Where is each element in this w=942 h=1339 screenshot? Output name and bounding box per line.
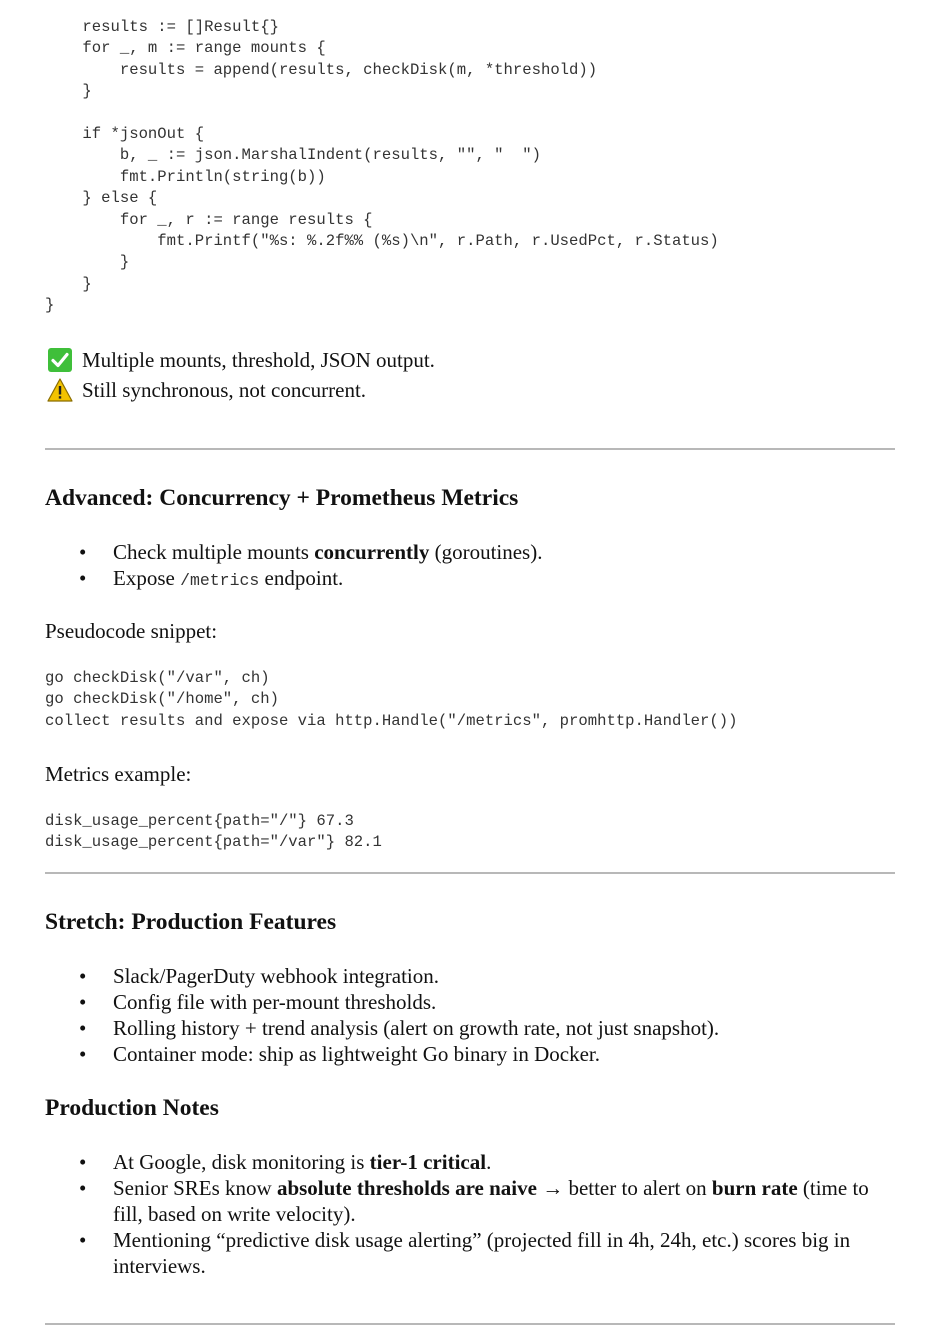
pseudocode-label: Pseudocode snippet: — [45, 619, 218, 643]
bullet-glyph: • — [79, 1150, 87, 1174]
list-item-text: (goroutines). — [429, 540, 543, 564]
code-block-pseudocode — [45, 668, 737, 732]
code-line: results := []Result{} — [45, 18, 279, 36]
code-line: } — [45, 296, 55, 315]
section-divider — [45, 448, 895, 450]
code-line: disk_usage_percent{path="/"} 67.3 — [45, 812, 354, 830]
bullet-glyph: • — [79, 964, 87, 988]
list-item-text: endpoint. — [259, 566, 344, 590]
warning-icon — [47, 377, 73, 403]
section-divider — [45, 1323, 895, 1325]
notes-bullet-list — [45, 1149, 895, 1279]
bullet-glyph: • — [79, 1016, 87, 1040]
status-pros-text: Multiple mounts, threshold, JSON output. — [82, 348, 435, 372]
list-item — [45, 565, 895, 594]
code-line: fmt.Println(string(b)) — [45, 167, 326, 186]
list-item — [45, 1227, 895, 1279]
list-item-bold: burn rate — [711, 1176, 798, 1200]
list-item-text: Container mode: ship as lightweight Go binary in Docker. — [113, 1042, 600, 1066]
status-cons-text: Still synchronous, not concurrent. — [82, 378, 367, 402]
list-item — [45, 1015, 895, 1041]
bullet-glyph: • — [79, 566, 87, 590]
list-item-text: (time to fill, based on write velocity). — [113, 1176, 869, 1226]
code-line: } — [45, 274, 92, 293]
list-item-text: Config file with per-mount thresholds. — [113, 990, 437, 1014]
list-item-text: . — [486, 1150, 492, 1174]
code-line: } — [45, 253, 130, 272]
code-line: collect results and expose via http.Handle("/metrics", promhttp.Handler()) — [45, 711, 738, 730]
inline-code: /metrics — [180, 571, 260, 590]
code-line: if *jsonOut { — [45, 124, 205, 143]
list-item — [45, 1175, 895, 1227]
section-heading-stretch: Stretch: Production Features — [45, 909, 337, 935]
stretch-bullet-list — [45, 963, 895, 1067]
list-item — [45, 1041, 895, 1067]
code-line: disk_usage_percent{path="/var"} 82.1 — [45, 833, 382, 852]
bullet-glyph: • — [79, 1228, 87, 1252]
code-line — [45, 103, 719, 124]
code-line: go checkDisk("/var", ch) — [45, 669, 270, 687]
metrics-label: Metrics example: — [45, 762, 192, 786]
bullet-glyph: • — [79, 1042, 87, 1066]
code-line: fmt.Printf("%s: %.2f%% (%s)\n", r.Path, r.UsedPct, r.Status) — [45, 231, 719, 250]
bullet-glyph: • — [79, 1176, 87, 1200]
list-item-text: At Google, disk monitoring is — [113, 1150, 370, 1174]
list-item-text: Senior SREs know — [113, 1176, 277, 1200]
code-line: for _, r := range results { — [45, 210, 373, 229]
code-line: } else { — [45, 189, 158, 208]
list-item — [45, 963, 895, 989]
code-line: go checkDisk("/home", ch) — [45, 690, 279, 709]
list-item-text: Expose — [113, 566, 181, 590]
status-summary — [47, 345, 435, 405]
list-item-text: Slack/PagerDuty webhook integration. — [113, 964, 440, 988]
list-item-bold: absolute thresholds are naive — [276, 1176, 537, 1200]
status-pros-row — [47, 345, 435, 375]
bullet-glyph: • — [79, 540, 87, 564]
code-block-go-main — [45, 17, 719, 316]
code-block-metrics — [45, 811, 382, 854]
code-line: } — [45, 82, 92, 101]
code-line: b, _ := json.MarshalIndent(results, "", " ") — [45, 146, 541, 165]
section-heading-production-notes: Production Notes — [45, 1095, 219, 1121]
section-heading-advanced: Advanced: Concurrency + Prometheus Metrics — [45, 485, 519, 511]
list-item — [45, 1149, 895, 1175]
code-line: results = append(results, checkDisk(m, *threshold)) — [45, 60, 598, 79]
check-mark-icon — [47, 347, 73, 373]
advanced-bullet-list — [45, 539, 895, 594]
list-item-text: Check multiple mounts — [113, 540, 315, 564]
code-line: for _, m := range mounts { — [45, 39, 326, 58]
list-item-text: Rolling history + trend analysis (alert on growth rate, not just snapshot). — [113, 1016, 720, 1040]
list-item-text: → better to alert on — [536, 1176, 712, 1200]
bullet-glyph: • — [79, 990, 87, 1014]
status-cons-row — [47, 375, 435, 405]
list-item — [45, 989, 895, 1015]
list-item-bold: tier-1 critical — [369, 1150, 487, 1174]
list-item-text: Mentioning “predictive disk usage alerting” (projected fill in 4h, 24h, etc.) scores big in interviews. — [113, 1228, 851, 1278]
list-item — [45, 539, 895, 565]
list-item-bold: concurrently — [314, 540, 430, 564]
section-divider — [45, 872, 895, 874]
